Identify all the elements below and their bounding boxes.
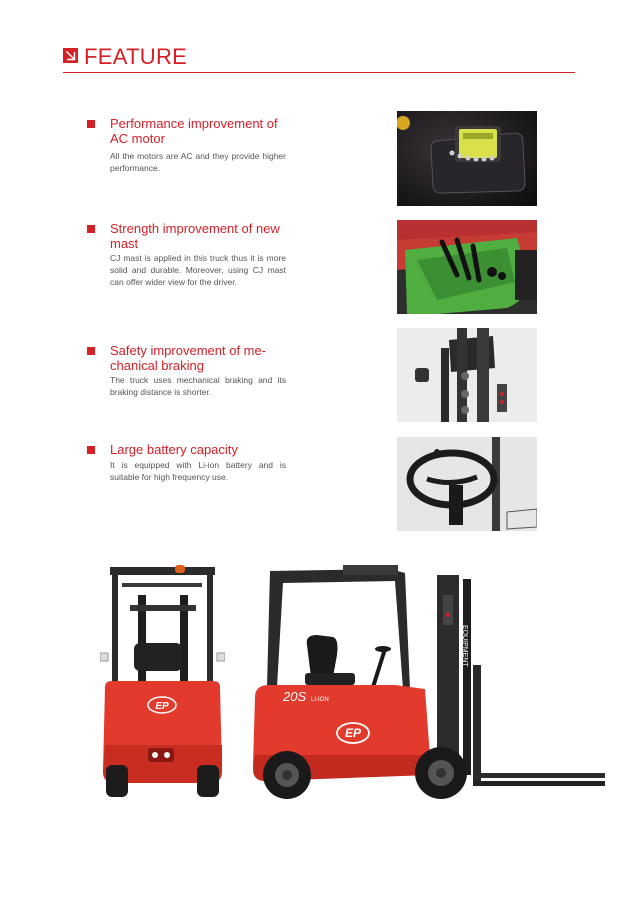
braking-mechanism-photo: [397, 328, 537, 422]
svg-text:EQUIPMENT: EQUIPMENT: [461, 625, 468, 667]
feature-description: The truck uses mechanical braking and its braking distance is shorter.: [110, 375, 286, 397]
feature-description: All the motors are AC and they provide higher performance.: [110, 151, 286, 173]
bullet-icon: [87, 120, 95, 128]
feature-title: Strength improvement of new mast: [110, 221, 280, 251]
feature-item: [87, 343, 297, 413]
bullet-icon: [87, 347, 95, 355]
svg-text:LI-ION: LI-ION: [311, 697, 329, 703]
page-title: FEATURE: [84, 44, 188, 69]
svg-text:20S: 20S: [283, 689, 307, 704]
feature-title: Safety improvement of me-chanical braking: [110, 343, 267, 373]
forklift-side-view-image: [245, 565, 610, 805]
svg-text:EP: EP: [344, 726, 362, 740]
bullet-icon: [87, 225, 95, 233]
feature-item: [87, 221, 297, 311]
steering-wheel-photo: [397, 437, 537, 531]
feature-item: [87, 442, 297, 502]
feature-description: CJ mast is applied in this truck thus it is more solid and durable. Moreover, using CJ mast can offer wider view for the driver.: [110, 253, 286, 287]
mast-controls-photo: [397, 220, 537, 314]
header-divider: [63, 72, 575, 73]
feature-logo-icon: [63, 48, 78, 63]
forklift-rear-view-image: [100, 565, 225, 800]
page-header: [63, 44, 575, 74]
bullet-icon: [87, 446, 95, 454]
display-panel-photo: [397, 111, 537, 206]
feature-title: Performance improvement of AC motor: [110, 116, 278, 146]
feature-description: It is equipped with Li-ion battery and is suitable for high frequency use.: [110, 460, 286, 482]
feature-title: Large battery capacity: [110, 442, 238, 457]
svg-text:EP: EP: [155, 701, 169, 712]
feature-item: [87, 116, 297, 186]
